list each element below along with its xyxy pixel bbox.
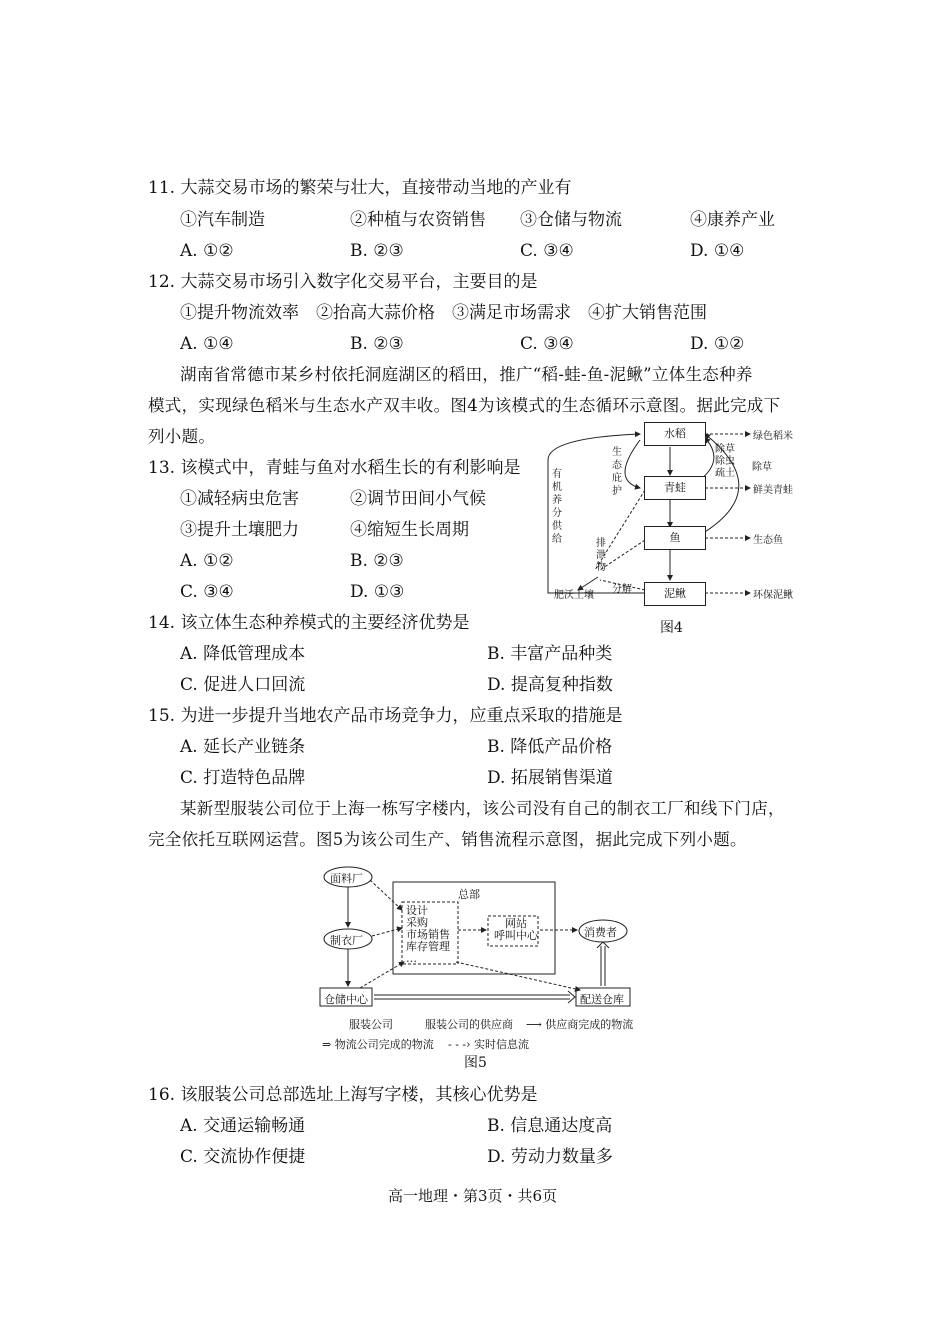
- label-ecology: 生态庇护: [612, 447, 622, 497]
- label-weed-1: 除草除虫疏土: [715, 444, 735, 479]
- q13-choice-a: A. ①②: [180, 551, 234, 571]
- q11-item-4: ④康养产业: [690, 210, 775, 230]
- q13-choice-c: C. ③④: [180, 582, 234, 602]
- info-dept-delivery: [456, 962, 580, 990]
- label-excrete: 排泄物: [596, 538, 606, 573]
- legend-logistics-company-text: 物流公司完成的物流: [334, 1038, 434, 1051]
- q12-choice-a: A. ①④: [180, 334, 234, 354]
- passage1-line-2: 模式，实现绿色稻米与生态水产双丰收。图4为该模式的生态循环示意图。据此完成下: [148, 396, 781, 415]
- label-decompose: 分解: [612, 584, 632, 595]
- dept-marketing: 市场销售: [406, 928, 450, 941]
- output-fish: 生态鱼: [753, 535, 783, 546]
- q11-stem: 11. 大蒜交易市场的繁荣与壮大，直接带动当地的产业有: [148, 178, 572, 198]
- q12-item-1: ①提升物流效率: [180, 303, 299, 323]
- node-frog: 青蛙: [644, 476, 706, 500]
- consumer-label: 消费者: [584, 926, 617, 939]
- q12-choice-b: B. ②③: [350, 334, 404, 354]
- info-fabric-dept: [370, 880, 402, 910]
- label-nutrient: 有机养分供给: [552, 469, 562, 545]
- info-garment-dept: [372, 928, 402, 936]
- legend-supplier-logistics: ⟶ 供应商完成的物流: [526, 1018, 634, 1031]
- q12-item-4: ④扩大销售范围: [588, 303, 707, 323]
- dept-inventory: 库存管理: [406, 940, 450, 953]
- q11-item-1: ①汽车制造: [180, 210, 265, 230]
- q15-choice-d: D. 拓展销售渠道: [487, 768, 613, 788]
- q11-choice-b: B. ②③: [350, 241, 404, 261]
- logistics-head-1: [568, 991, 575, 1003]
- node-fish: 鱼: [644, 526, 706, 550]
- q16-choice-b: B. 信息通达度高: [487, 1116, 613, 1136]
- hq-label: 总部: [458, 888, 480, 901]
- dept-purchase: 采购: [406, 916, 428, 929]
- q11-item-2: ②种植与农资销售: [350, 210, 486, 230]
- q13-item-1: ①减轻病虫危害: [180, 489, 299, 509]
- q15-choice-a: A. 延长产业链条: [180, 737, 306, 757]
- q12-choice-c: C. ③④: [520, 334, 574, 354]
- q15-stem: 15. 为进一步提升当地农产品市场竞争力，应重点采取的措施是: [148, 706, 623, 726]
- figure-4-caption: 图4: [660, 620, 683, 636]
- q16-choice-c: C. 交流协作便捷: [180, 1147, 306, 1167]
- page-footer: 高一地理・第3页・共6页: [388, 1187, 558, 1205]
- q12-stem: 12. 大蒜交易市场引入数字化交易平台，主要目的是: [148, 272, 538, 292]
- passage2-line-1: 某新型服装公司位于上海一栋写字楼内，该公司没有自己的制衣工厂和线下门店，: [180, 799, 785, 818]
- q11-choice-d: D. ①④: [690, 241, 745, 261]
- q13-stem: 13. 该模式中，青蛙与鱼对水稻生长的有利影响是: [148, 458, 521, 478]
- q16-choice-d: D. 劳动力数量多: [487, 1147, 613, 1167]
- q14-choice-a: A. 降低管理成本: [180, 644, 306, 664]
- q13-item-4: ④缩短生长周期: [350, 520, 469, 540]
- q11-choice-c: C. ③④: [520, 241, 574, 261]
- figure-5-caption: 图5: [464, 1055, 487, 1071]
- passage2-line-2: 完全依托互联网运营。图5为该公司生产、销售流程示意图，据此完成下列小题。: [148, 830, 747, 849]
- info-storage-dept: [360, 962, 404, 988]
- web-list: [494, 918, 538, 942]
- legend-supplier: 服装公司的供应商: [425, 1018, 513, 1031]
- dept-list: [406, 905, 450, 965]
- garment-label: 制衣厂: [330, 934, 363, 947]
- q14-choice-d: D. 提高复种指数: [487, 675, 613, 695]
- passage1-line-1: 湖南省常德市某乡村依托洞庭湖区的稻田，推广“稻-蛙-鱼-泥鳅”立体生态种养: [180, 365, 753, 384]
- logistics-head-2: [597, 942, 609, 948]
- q16-choice-a: A. 交通运输畅通: [180, 1116, 306, 1136]
- legend-supplier-logistics-text: 供应商完成的物流: [545, 1018, 634, 1031]
- call-center: 呼叫中心: [494, 929, 538, 942]
- legend-info-flow-text: 实时信息流: [474, 1038, 530, 1051]
- q12-choice-d: D. ①②: [690, 334, 745, 354]
- node-rice: 水稻: [644, 422, 706, 446]
- q13-item-3: ③提升土壤肥力: [180, 520, 299, 540]
- legend-info-flow: - - -› 实时信息流: [448, 1038, 530, 1051]
- q13-item-2: ②调节田间小气候: [350, 489, 486, 509]
- figure-4: [540, 420, 810, 640]
- figure-5: [318, 862, 638, 1074]
- q15-choice-c: C. 打造特色品牌: [180, 768, 306, 788]
- q15-choice-b: B. 降低产品价格: [487, 737, 613, 757]
- web-site: 网站: [505, 917, 527, 930]
- storage-label: 仓储中心: [324, 993, 368, 1006]
- q14-choice-c: C. 促进人口回流: [180, 675, 306, 695]
- output-rice: 绿色稻米: [753, 431, 793, 442]
- q13-choice-d: D. ①③: [350, 582, 405, 602]
- passage1-line-3: 列小题。: [148, 427, 216, 446]
- fabric-label: 面料厂: [330, 872, 363, 885]
- q11-choice-a: A. ①②: [180, 241, 234, 261]
- output-frog: 鲜美青蛙: [753, 485, 793, 496]
- delivery-label: 配送仓库: [580, 993, 624, 1006]
- legend-logistics-company: ⇒ 物流公司完成的物流: [322, 1038, 434, 1051]
- q14-stem: 14. 该立体生态种养模式的主要经济优势是: [148, 613, 470, 633]
- node-loach: 泥鳅: [644, 582, 706, 606]
- q14-choice-b: B. 丰富产品种类: [487, 644, 613, 664]
- output-loach: 环保泥鳅: [753, 590, 793, 601]
- dept-design: 设计: [406, 904, 428, 917]
- label-weed-2: 除草: [752, 462, 772, 473]
- dept-more: …: [406, 952, 417, 965]
- q13-choice-b: B. ②③: [350, 551, 404, 571]
- q12-item-2: ②抬高大蒜价格: [316, 303, 435, 323]
- soil-label: 肥沃土壤: [554, 590, 594, 601]
- arrow-ecology: [625, 440, 640, 488]
- q11-item-3: ③仓储与物流: [520, 210, 622, 230]
- q12-item-3: ③满足市场需求: [452, 303, 571, 323]
- q16-stem: 16. 该服装公司总部选址上海写字楼，其核心优势是: [148, 1085, 538, 1105]
- legend-company: 服装公司: [349, 1018, 393, 1031]
